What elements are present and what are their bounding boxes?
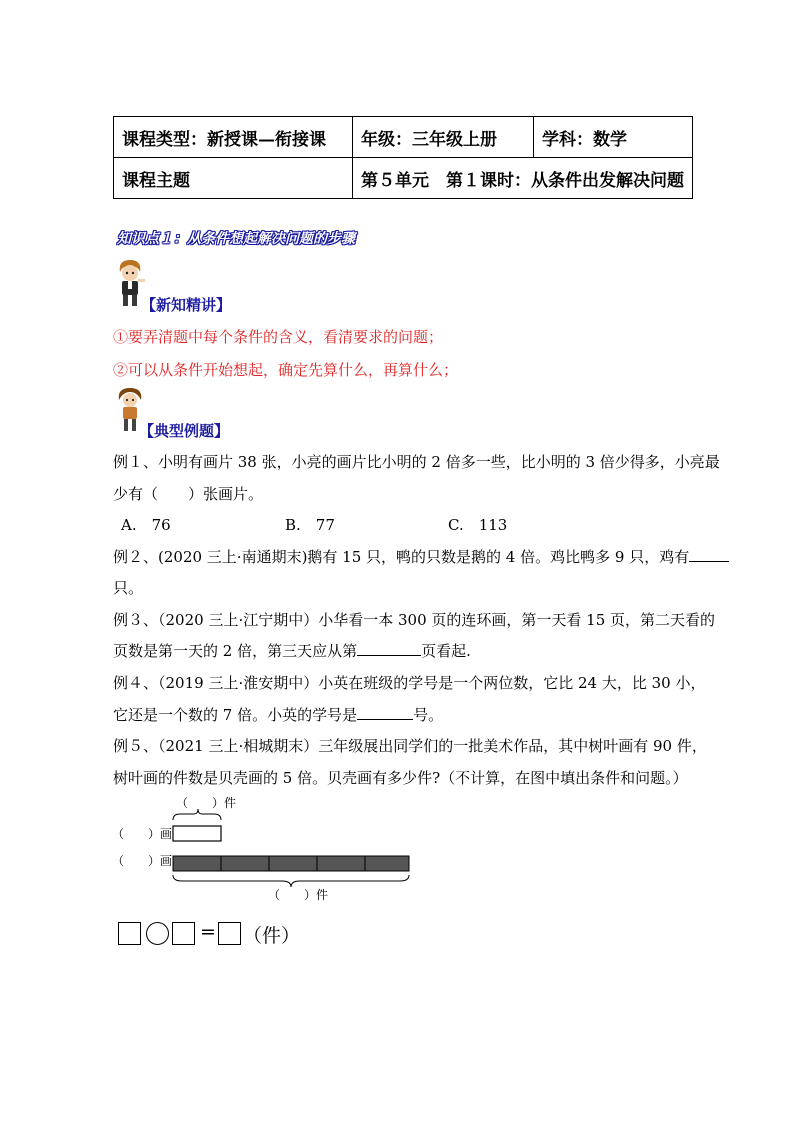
top-brace [173, 809, 221, 820]
diagram-top-label: （ ）件 [176, 796, 237, 810]
example-1-option-a: A. 76 [121, 516, 171, 534]
bar-segment [269, 856, 317, 871]
bar-segment [221, 856, 269, 871]
example-1-option-c: C. 113 [448, 516, 508, 534]
knowledge-point-2: ②可以从条件开始想起，确定先算什么，再算什么； [113, 361, 459, 379]
example-3-text-b: 页看起. [421, 642, 471, 660]
header-table [113, 116, 693, 199]
answer-blank[interactable] [689, 560, 729, 562]
example-2-line-1 [113, 546, 729, 567]
bottom-brace [173, 875, 409, 887]
bar-segment [173, 856, 221, 871]
row-2-label: （ ）画 [112, 854, 173, 868]
example-1-line-2: 少有（ ）张画片。 [113, 485, 264, 503]
equation-unit: （件） [243, 925, 301, 947]
example-2-line-2: 只。 [113, 579, 144, 597]
example-1-line-1: 例１、小明有画片 38 张，小亮的画片比小明的 2 倍多一些，比小明的 3 倍少得多，小亮最 [113, 453, 720, 471]
example-5-line-1: 例５、（2021 三上·相城期末）三年级展出同学们的一批美术作品，其中树叶画有 90 件， [113, 737, 707, 755]
topic-label-cell: 课程主题 [114, 158, 353, 199]
example-3-line-2 [113, 640, 471, 661]
knowledge-point-1: ①要弄清题中每个条件的含义，看清要求的问题； [113, 328, 444, 346]
row-1-label: （ ）画 [112, 827, 173, 841]
equation-box-2[interactable] [172, 922, 195, 945]
new-knowledge-label: 【新知精讲】 [141, 296, 232, 314]
equation-box-1[interactable] [118, 922, 141, 945]
bar-segment [317, 856, 365, 871]
example-4-line-2 [113, 704, 443, 725]
bar-segment [365, 856, 409, 871]
example-4-text-a: 它还是一个数的 7 倍。小英的学号是 [113, 706, 358, 724]
grade-cell: 年级：三年级上册 [353, 117, 534, 158]
example-3-text-a: 页数是第一天的 2 倍，第三天应从第 [113, 642, 358, 660]
equation-result-box[interactable] [218, 922, 241, 945]
equals-sign: = [200, 921, 216, 943]
answer-blank[interactable] [357, 654, 421, 656]
diagram-bottom-label: （ ）件 [268, 888, 329, 902]
topic-value-cell: 第５单元 第１课时：从条件出发解决问题 [353, 158, 693, 199]
examples-label: 【典型例题】 [139, 422, 230, 440]
example-5-line-2: 树叶画的件数是贝壳画的 5 倍。贝壳画有多少件?（不计算，在图中填出条件和问题。） [113, 769, 688, 787]
answer-blank[interactable] [357, 718, 413, 720]
example-4-line-1: 例４、（2019 三上·淮安期中）小英在班级的学号是一个两位数，它比 24 大，比 30 小， [113, 674, 706, 692]
example-1-option-b: B. 77 [285, 516, 335, 534]
bar-diagram [110, 795, 430, 910]
shell-painting-bar [173, 826, 221, 841]
knowledge-point-title: 知识点１：从条件想起解决问题的步骤 [117, 231, 355, 247]
subject-cell: 学科：数学 [534, 117, 693, 158]
equation-operator-circle[interactable] [146, 922, 169, 945]
example-3-line-1: 例３、（2020 三上·江宁期中）小华看一本 300 页的连环画，第一天看 15 页，第二天看的 [113, 611, 716, 629]
example-4-text-b: 号。 [413, 706, 444, 724]
example-2-text: 例２、(2020 三上·南通期末)鹅有 15 只，鸭的只数是鹅的 4 倍。鸡比鸭多 9 只，鸡有 [113, 548, 690, 566]
leaf-painting-bar [173, 856, 409, 871]
course-type-cell: 课程类型：新授课—衔接课 [114, 117, 353, 158]
